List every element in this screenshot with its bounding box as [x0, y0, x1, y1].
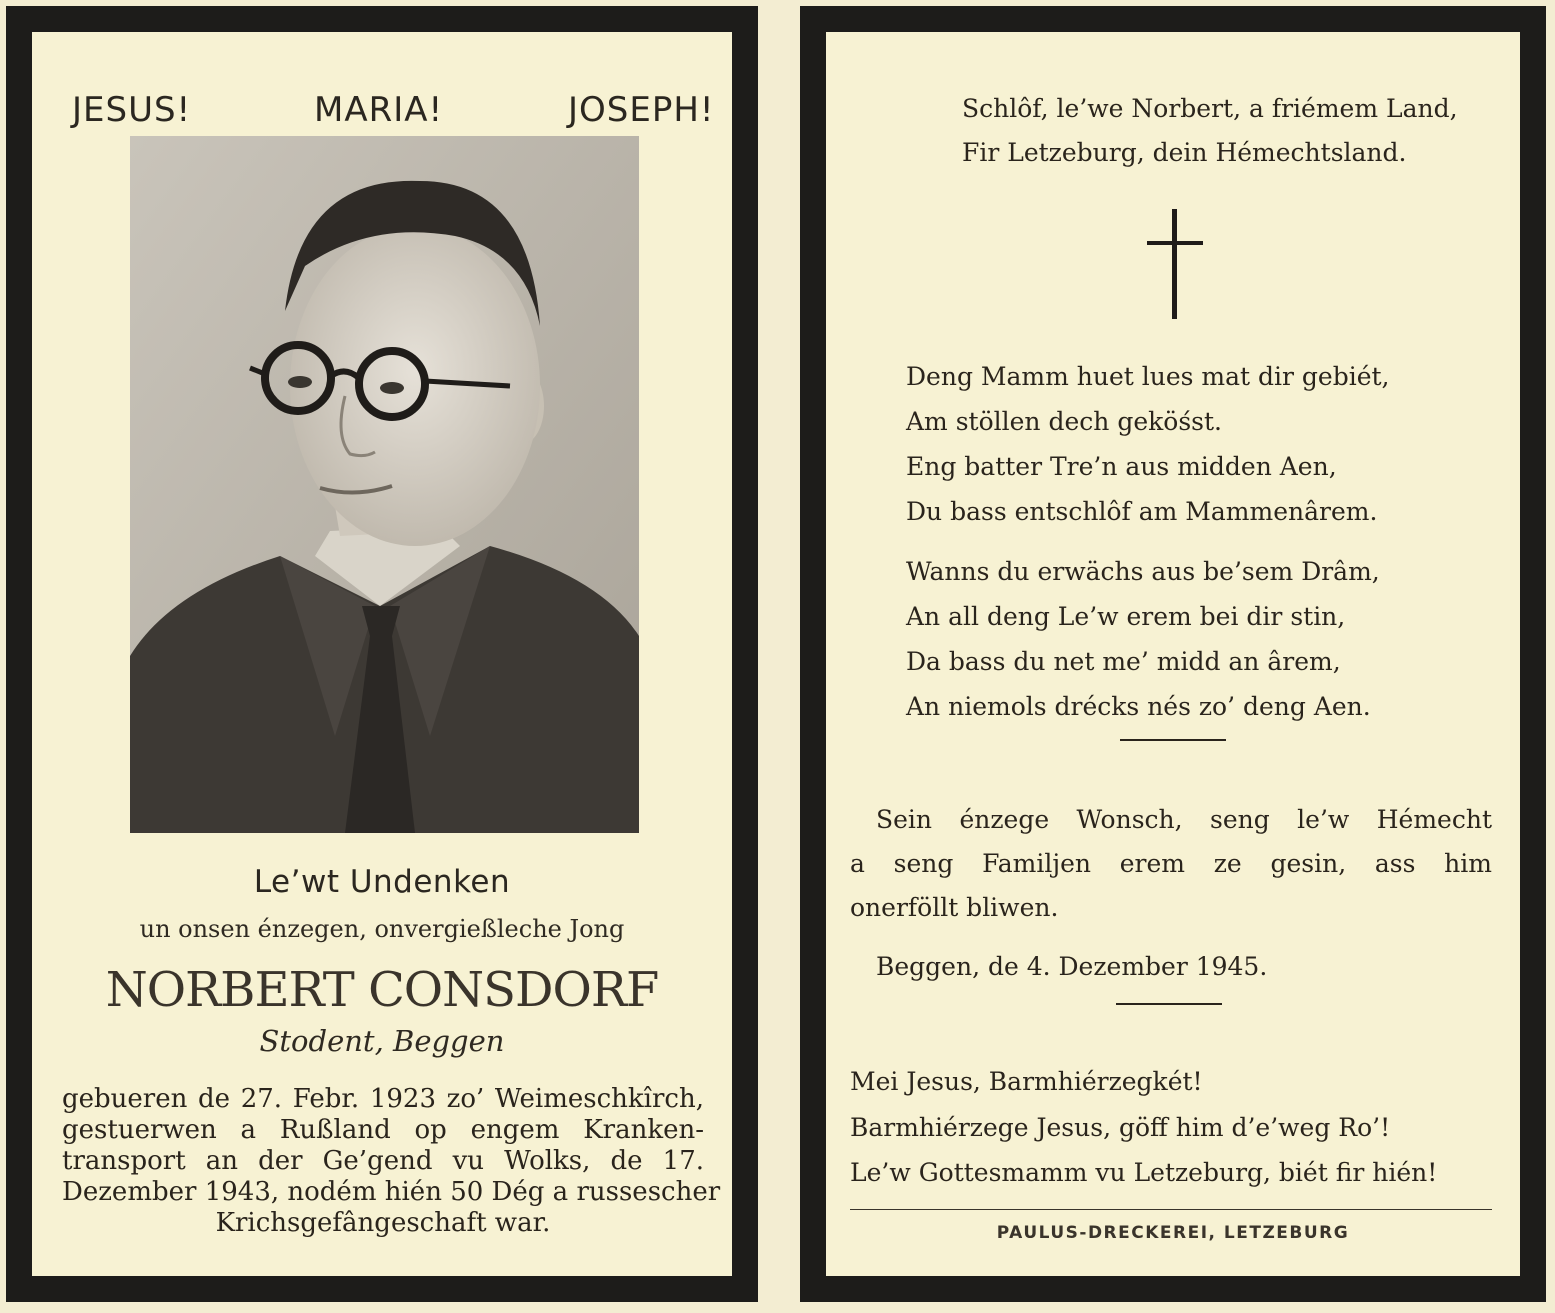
poem-line: Du bass entschlôf am Mammenârem.	[906, 497, 1378, 526]
biography-line: Dezember 1943, nodém hién 50 Dég a russescher	[62, 1177, 721, 1207]
poem-line: Eng batter Tre’n aus midden Aen,	[906, 452, 1337, 481]
cross-icon	[1147, 209, 1203, 319]
final-wish-line: onerföllt bliwen.	[850, 893, 1059, 922]
memorial-subtitle: un onsen énzegen, onvergießleche Jong	[139, 915, 625, 943]
prayer-line: Mei Jesus, Barmhiérzegkét!	[850, 1067, 1203, 1096]
final-wish	[850, 798, 1492, 930]
portrait-illustration	[130, 136, 639, 833]
prayer-line: Le’w Gottesmamm vu Letzeburg, biét fir hién!	[850, 1158, 1438, 1187]
divider	[1120, 739, 1226, 741]
opening-verse-line: Fir Letzeburg, dein Hémechtsland.	[962, 138, 1407, 167]
poem-line: An all deng Le’w erem bei dir stin,	[906, 602, 1346, 631]
invocation-maria: MARIA!	[314, 90, 444, 130]
printer-imprint: PAULUS-DRECKEREI, LETZEBURG	[996, 1223, 1350, 1243]
portrait-photo	[130, 136, 639, 833]
poem-line: Deng Mamm huet lues mat dir gebiét,	[906, 362, 1390, 391]
poem-line: Da bass du net me’ midd an ârem,	[906, 647, 1341, 676]
deceased-name: NORBERT CONSDORF	[105, 962, 659, 1018]
poem-stanza-2	[906, 549, 1380, 729]
deceased-occupation: Stodent, Beggen	[259, 1024, 505, 1058]
memorial-card-back	[800, 6, 1546, 1302]
poem-line: An niemols drécks nés zo’ deng Aen.	[906, 692, 1371, 721]
invocation-jesus: JESUS!	[72, 90, 192, 130]
biography-line: transport an der Ge’gend vu Wolks, de 17.	[62, 1146, 704, 1176]
biography-line: gestuerwen a Rußland op engem Kranken-	[62, 1115, 704, 1145]
prayer-line: Barmhiérzege Jesus, göff him d’e’weg Ro’!	[850, 1113, 1391, 1142]
memorial-title: Le’wt Undenken	[253, 864, 511, 900]
place-and-date: Beggen, de 4. Dezember 1945.	[876, 952, 1268, 981]
biography-line: gebueren de 27. Febr. 1923 zo’ Weimeschkîrch,	[62, 1084, 704, 1114]
footer-rule	[850, 1209, 1492, 1210]
invocation-joseph: JOSEPH!	[568, 90, 715, 130]
memorial-card-front	[6, 6, 758, 1302]
poem-stanza-1	[906, 354, 1390, 534]
opening-verse-line: Schlôf, le’we Norbert, a friémem Land,	[962, 94, 1458, 123]
final-wish-line: Sein énzege Wonsch, seng le’w Hémecht	[876, 805, 1492, 834]
poem-line: Wanns du erwächs aus be’sem Drâm,	[906, 557, 1380, 586]
divider	[1116, 1003, 1222, 1005]
poem-line: Am stöllen dech geköśst.	[906, 407, 1222, 436]
final-wish-line: a seng Familjen erem ze gesin, ass him	[850, 849, 1492, 878]
biography	[62, 1084, 721, 1239]
biography-line: Krichsgefângeschaft war.	[215, 1208, 551, 1238]
